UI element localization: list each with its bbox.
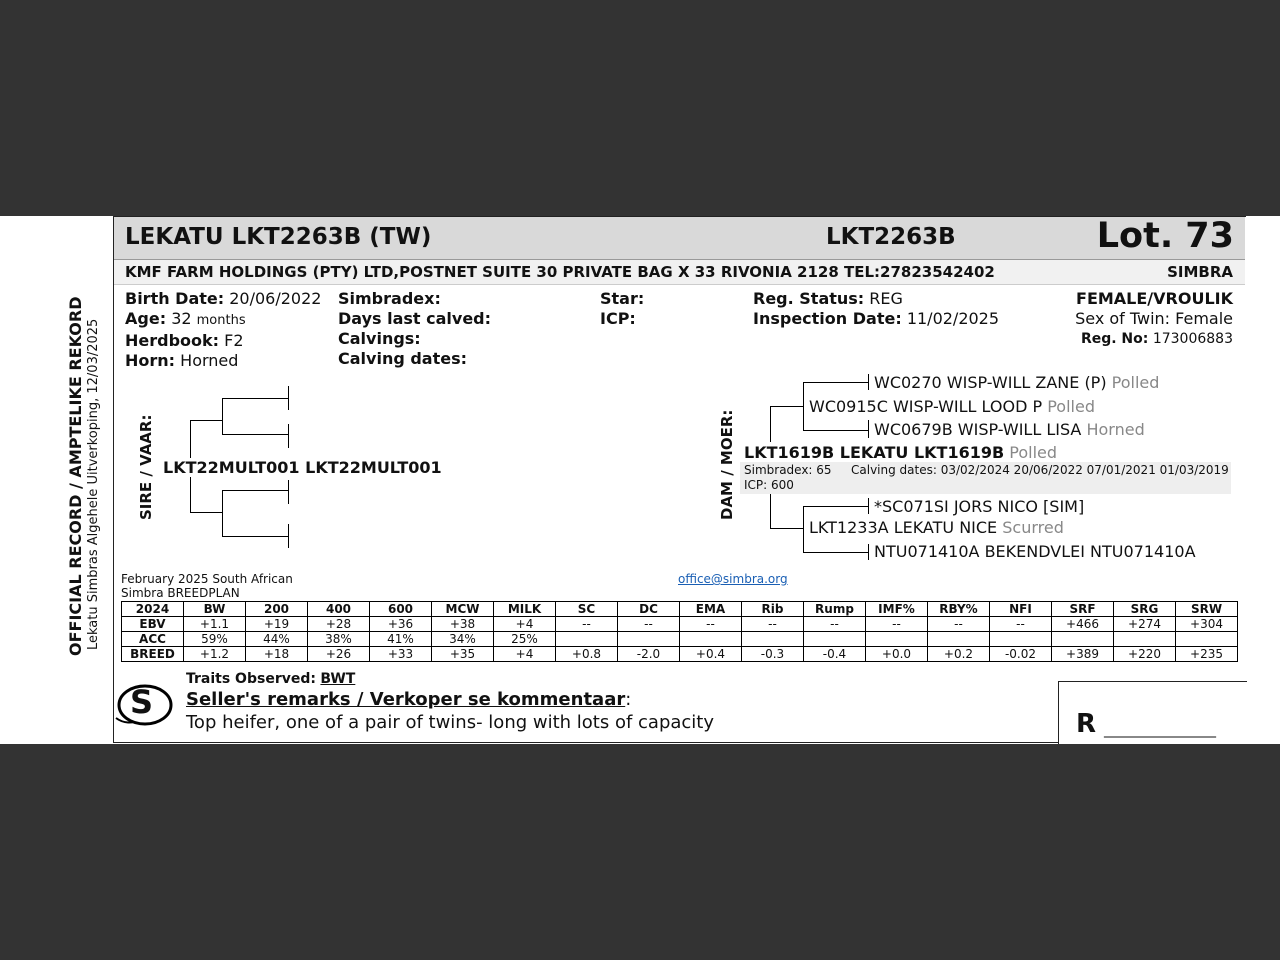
ebv-header-cell: Rib: [742, 602, 804, 617]
rand-label: R: [1076, 709, 1097, 739]
dam-calving-dates: Calving dates: 03/02/2024 20/06/2022 07/01/2021 01/03/2019: [851, 463, 1229, 477]
ebv-cell: -0.02: [990, 647, 1052, 662]
age-value: 32: [171, 309, 192, 328]
ebv-cell: +18: [246, 647, 308, 662]
dam-dam-dam: NTU071410A BEKENDVLEI NTU071410A: [874, 542, 1196, 561]
ebv-cell: [556, 632, 618, 647]
ebv-cell: [1176, 632, 1238, 647]
info-col-1: Birth Date: 20/06/2022 Age: 32 months Herdbook: F2 Horn: Horned: [125, 289, 322, 370]
ebv-cell: +0.4: [680, 647, 742, 662]
ebv-header-row: [122, 602, 1238, 617]
ebv-cell: +304: [1176, 617, 1238, 632]
simbra-logo: S: [114, 682, 174, 728]
ebv-cell: -0.4: [804, 647, 866, 662]
ebv-cell: +35: [432, 647, 494, 662]
dam-dam: LKT1233A LEKATU NICE Scurred: [809, 518, 1064, 537]
ebv-cell: --: [680, 617, 742, 632]
ebv-cell: 44%: [246, 632, 308, 647]
ebv-row-label: ACC: [122, 632, 184, 647]
ebv-header-cell: EMA: [680, 602, 742, 617]
ebv-row-label: BREED: [122, 647, 184, 662]
ebv-cell: +235: [1176, 647, 1238, 662]
ebv-cell: +26: [308, 647, 370, 662]
dam-simbradex: Simbradex: 65: [744, 463, 832, 477]
ebv-header-cell: SRW: [1176, 602, 1238, 617]
inspection-date: 11/02/2025: [906, 309, 1000, 328]
traits-observed: Traits Observed: BWT: [186, 671, 356, 687]
ebv-cell: +33: [370, 647, 432, 662]
ebv-cell: --: [804, 617, 866, 632]
info-col-4: Reg. Status: REG Inspection Date: 11/02/2025: [753, 289, 1000, 328]
ebv-header-cell: IMF%: [866, 602, 928, 617]
ebv-cell: +0.2: [928, 647, 990, 662]
info-col-3: Star: ICP:: [600, 289, 645, 328]
sire-label: SIRE / VAAR:: [137, 414, 155, 520]
office-email-link[interactable]: office@simbra.org: [678, 572, 788, 586]
ebv-row-label: EBV: [122, 617, 184, 632]
ebv-header-cell: 200: [246, 602, 308, 617]
remarks-text: Top heifer, one of a pair of twins- long with lots of capacity: [186, 712, 715, 733]
horn-value: Horned: [180, 351, 239, 370]
info-col-5: FEMALE/VROULIK Sex of Twin: Female Reg. No: 173006883: [1075, 289, 1233, 347]
dam-sire-dam: WC0679B WISP-WILL LISA Horned: [874, 420, 1145, 439]
ebv-row: [122, 632, 1238, 647]
dam-dam-sire: *SC071SI JORS NICO [SIM]: [874, 497, 1085, 516]
reg-number: 173006883: [1152, 331, 1233, 347]
sire-name: LKT22MULT001 LKT22MULT001: [163, 458, 442, 477]
evaluation-caption: February 2025 South African Simbra BREEDPLAN: [121, 572, 293, 600]
ebv-header-cell: SRG: [1114, 602, 1176, 617]
sex-label: FEMALE/VROULIK: [1076, 289, 1233, 308]
ebv-cell: 38%: [308, 632, 370, 647]
ebv-cell: --: [990, 617, 1052, 632]
herdbook-value: F2: [224, 331, 244, 350]
animal-name: LEKATU LKT2263B (TW): [125, 224, 432, 250]
ebv-cell: [1114, 632, 1176, 647]
ebv-cell: [928, 632, 990, 647]
dam-icp: ICP: 600: [744, 478, 794, 492]
ebv-cell: [804, 632, 866, 647]
ebv-header-cell: Rump: [804, 602, 866, 617]
ebv-header-cell: MCW: [432, 602, 494, 617]
ebv-table: [121, 601, 1238, 662]
ebv-header-cell: BW: [184, 602, 246, 617]
ebv-cell: +4: [494, 647, 556, 662]
ebv-cell: --: [556, 617, 618, 632]
dam-sire-sire: WC0270 WISP-WILL ZANE (P) Polled: [874, 373, 1160, 392]
ebv-cell: +466: [1052, 617, 1114, 632]
ebv-cell: --: [618, 617, 680, 632]
ebv-header-cell: SRF: [1052, 602, 1114, 617]
ebv-header-cell: 400: [308, 602, 370, 617]
ebv-cell: 34%: [432, 632, 494, 647]
ebv-cell: [1052, 632, 1114, 647]
ebv-cell: [618, 632, 680, 647]
ebv-header-cell: 600: [370, 602, 432, 617]
dam-name: LKT1619B LEKATU LKT1619B Polled: [744, 443, 1058, 462]
ebv-cell: +1.1: [184, 617, 246, 632]
side-caption: [56, 296, 112, 660]
twin-sex: Sex of Twin: Female: [1075, 309, 1233, 328]
breed-label: SIMBRA: [1167, 263, 1233, 281]
price-line[interactable]: ________________: [1104, 722, 1216, 738]
ebv-cell: 41%: [370, 632, 432, 647]
ebv-cell: +0.8: [556, 647, 618, 662]
ebv-cell: +28: [308, 617, 370, 632]
official-record-label: OFFICIAL RECORD / AMPTELIKE REKORD: [66, 296, 85, 656]
ebv-cell: 25%: [494, 632, 556, 647]
info-col-2: Simbradex: Days last calved: Calvings: Calving dates:: [338, 289, 492, 368]
ebv-header-cell: MILK: [494, 602, 556, 617]
ebv-cell: +274: [1114, 617, 1176, 632]
ebv-cell: --: [742, 617, 804, 632]
remarks-title: Seller's remarks / Verkoper se kommentaar:: [186, 689, 632, 710]
animal-code: LKT2263B: [826, 224, 956, 250]
reg-status: REG: [869, 289, 903, 308]
dam-sire: WC0915C WISP-WILL LOOD P Polled: [809, 397, 1095, 416]
ebv-cell: +36: [370, 617, 432, 632]
ebv-cell: +19: [246, 617, 308, 632]
ebv-cell: +38: [432, 617, 494, 632]
ebv-cell: -0.3: [742, 647, 804, 662]
ebv-cell: +1.2: [184, 647, 246, 662]
lot-number: Lot. 73: [1096, 216, 1234, 256]
ebv-cell: [742, 632, 804, 647]
ebv-cell: -2.0: [618, 647, 680, 662]
ebv-cell: 59%: [184, 632, 246, 647]
ebv-cell: [866, 632, 928, 647]
ebv-cell: [680, 632, 742, 647]
ebv-cell: --: [928, 617, 990, 632]
ebv-cell: [990, 632, 1052, 647]
ebv-cell: +389: [1052, 647, 1114, 662]
dam-label: DAM / MOER:: [718, 409, 736, 520]
ebv-header-cell: NFI: [990, 602, 1052, 617]
birth-date: 20/06/2022: [229, 289, 322, 308]
ebv-header-cell: 2024: [122, 602, 184, 617]
ebv-header-cell: SC: [556, 602, 618, 617]
owner-address: KMF FARM HOLDINGS (PTY) LTD,POSTNET SUITE 30 PRIVATE BAG X 33 RIVONIA 2128 TEL:27823542402: [125, 263, 995, 281]
ebv-row: [122, 617, 1238, 632]
ebv-cell: +4: [494, 617, 556, 632]
ebv-cell: +220: [1114, 647, 1176, 662]
sale-caption: Lekatu Simbras Algehele Uitverkoping, 12/03/2025: [86, 318, 101, 650]
ebv-row: [122, 647, 1238, 662]
ebv-cell: +0.0: [866, 647, 928, 662]
ebv-cell: --: [866, 617, 928, 632]
ebv-header-cell: RBY%: [928, 602, 990, 617]
ebv-header-cell: DC: [618, 602, 680, 617]
